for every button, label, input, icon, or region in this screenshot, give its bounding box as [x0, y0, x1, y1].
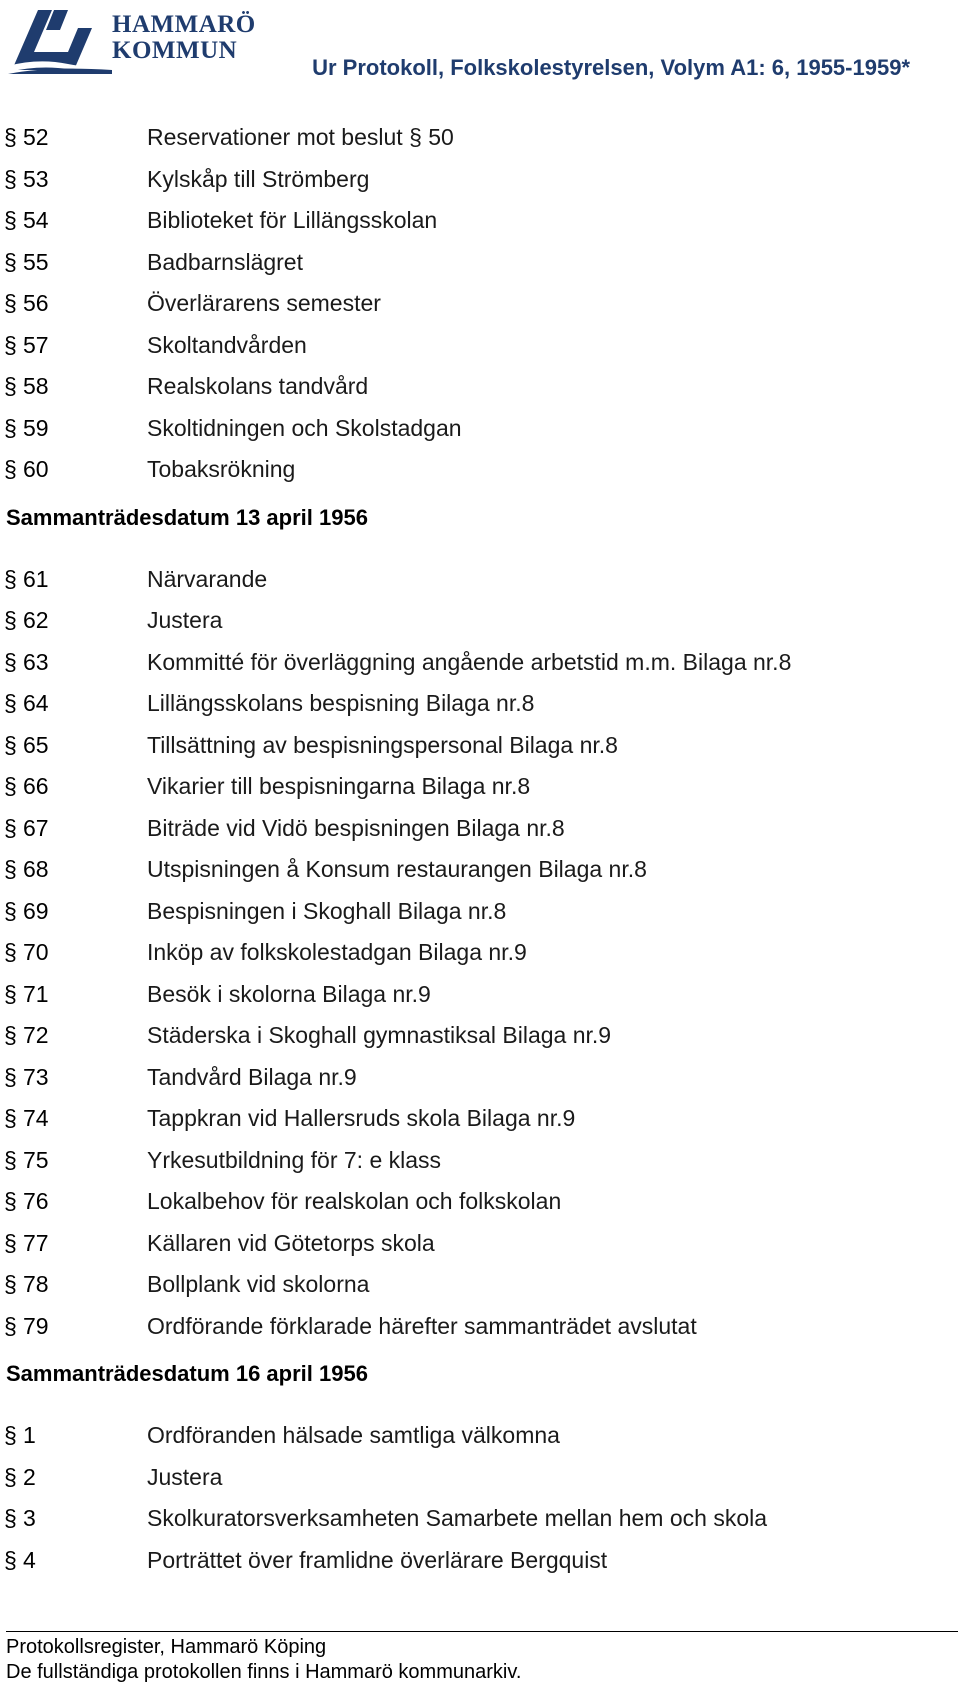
section-symbol: §	[4, 1146, 17, 1173]
paragraph-title: Biträde vid Vidö bespisningen Bilaga nr.8	[147, 814, 565, 841]
section-symbol: §	[4, 248, 17, 275]
section-symbol: §	[4, 1422, 17, 1448]
paragraph-title: Justera	[147, 1463, 223, 1490]
paragraph-row	[0, 325, 960, 365]
paragraph-title: Bollplank vid skolorna	[147, 1271, 370, 1297]
section-symbol: §	[4, 414, 17, 441]
paragraph-row	[0, 200, 960, 240]
hammaro-logo	[8, 4, 256, 76]
paragraph-number: 67	[23, 814, 49, 841]
paragraph-row	[0, 891, 960, 931]
section-symbol: §	[4, 456, 17, 482]
paragraph-number: 70	[23, 939, 49, 965]
logo-line-1: HAMMARÖ	[112, 11, 256, 38]
paragraph-number: 2	[23, 1463, 36, 1490]
paragraph-title: Skoltidningen och Skolstadgan	[147, 414, 462, 441]
logo-line-2: KOMMUN	[112, 37, 238, 64]
paragraph-title: Bespisningen i Skoghall Bilaga nr.8	[147, 897, 507, 924]
paragraph-title: Lillängsskolans bespisning Bilaga nr.8	[147, 690, 535, 716]
paragraph-row	[0, 1057, 960, 1097]
paragraph-number: 66	[23, 773, 49, 799]
section-symbol: §	[4, 1063, 17, 1090]
paragraph-title: Ordförande förklarade härefter sammanträdet avslutat	[147, 1312, 697, 1339]
section-symbol: §	[4, 124, 17, 150]
paragraph-title: Tobaksrökning	[147, 456, 296, 482]
section-symbol: §	[4, 731, 17, 758]
section-symbol: §	[4, 207, 17, 233]
paragraph-number: 61	[23, 565, 49, 592]
section-symbol: §	[4, 1188, 17, 1214]
paragraph-number: 79	[23, 1312, 49, 1339]
paragraph-title: Inköp av folkskolestadgan Bilaga nr.9	[147, 939, 527, 965]
paragraph-number: 71	[23, 980, 49, 1007]
paragraph-number: 58	[23, 373, 49, 399]
paragraph-number: 59	[23, 414, 49, 441]
paragraph-row	[0, 283, 960, 323]
paragraph-number: 78	[23, 1271, 49, 1297]
paragraph-number: 76	[23, 1188, 49, 1214]
paragraph-row	[0, 408, 960, 448]
section-symbol: §	[4, 690, 17, 716]
paragraph-row	[0, 1540, 960, 1580]
section-symbol: §	[4, 856, 17, 882]
paragraph-title: Justera	[147, 607, 223, 633]
section-symbol: §	[4, 565, 17, 592]
paragraph-row	[0, 725, 960, 765]
paragraph-title: Vikarier till bespisningarna Bilaga nr.8	[147, 773, 531, 799]
section-symbol: §	[4, 165, 17, 192]
paragraph-title: Kommitté för överläggning angående arbetstid m.m. Bilaga nr.8	[147, 648, 792, 675]
paragraph-row	[0, 117, 960, 157]
paragraph-row	[0, 1223, 960, 1263]
paragraph-row	[0, 1264, 960, 1304]
paragraph-title: Överlärarens semester	[147, 290, 381, 316]
paragraph-title: Ordföranden hälsade samtliga välkomna	[147, 1422, 560, 1448]
paragraph-title: Porträttet över framlidne överlärare Bergquist	[147, 1546, 608, 1573]
paragraph-row	[0, 642, 960, 682]
paragraph-number: 62	[23, 607, 49, 633]
paragraph-title: Biblioteket för Lillängsskolan	[147, 207, 438, 233]
paragraph-row	[0, 449, 960, 489]
paragraph-number: 69	[23, 897, 49, 924]
section-symbol: §	[4, 939, 17, 965]
paragraph-number: 53	[23, 165, 49, 192]
paragraph-row	[0, 1306, 960, 1346]
logo-wordmark	[112, 12, 256, 63]
paragraph-row	[0, 1415, 960, 1455]
paragraph-title: Tappkran vid Hallersruds skola Bilaga nr.9	[147, 1105, 576, 1131]
paragraph-row	[0, 849, 960, 889]
paragraph-title: Tillsättning av bespisningspersonal Bilaga nr.8	[147, 731, 618, 758]
section-symbol: §	[4, 773, 17, 799]
paragraph-number: 75	[23, 1146, 49, 1173]
paragraph-row	[0, 600, 960, 640]
paragraph-number: 54	[23, 207, 49, 233]
paragraph-row	[0, 159, 960, 199]
section-symbol: §	[4, 1505, 17, 1531]
paragraph-row	[0, 366, 960, 406]
paragraph-number: 63	[23, 648, 49, 675]
paragraph-number: 77	[23, 1229, 49, 1256]
page-header	[0, 0, 960, 90]
paragraph-row	[0, 1140, 960, 1180]
paragraph-number: 1	[23, 1422, 36, 1448]
paragraph-row	[0, 683, 960, 723]
paragraph-number: 74	[23, 1105, 49, 1131]
section-symbol: §	[4, 1105, 17, 1131]
paragraph-title: Reservationer mot beslut § 50	[147, 124, 454, 150]
paragraph-number: 73	[23, 1063, 49, 1090]
paragraph-row	[0, 808, 960, 848]
section-symbol: §	[4, 607, 17, 633]
paragraph-number: 3	[23, 1505, 36, 1531]
footer-divider	[6, 1631, 958, 1632]
paragraph-row	[0, 1498, 960, 1538]
paragraph-title: Närvarande	[147, 565, 268, 592]
document-title: Ur Protokoll, Folkskolestyrelsen, Volym A1: 6, 1955-1959*	[312, 55, 910, 80]
section-symbol: §	[4, 1312, 17, 1339]
section-symbol: §	[4, 1271, 17, 1297]
paragraph-row	[0, 242, 960, 282]
paragraph-title: Badbarnslägret	[147, 248, 303, 275]
section-symbol: §	[4, 331, 17, 358]
paragraph-title: Utspisningen å Konsum restaurangen Bilaga nr.8	[147, 856, 647, 882]
section-symbol: §	[4, 980, 17, 1007]
paragraph-row	[0, 1015, 960, 1055]
paragraph-row	[0, 1098, 960, 1138]
meeting-date-heading: Sammanträdesdatum 16 april 1956	[6, 1361, 368, 1386]
paragraph-number: 64	[23, 690, 49, 716]
paragraph-number: 57	[23, 331, 49, 358]
paragraph-row	[0, 1457, 960, 1497]
paragraph-row	[0, 559, 960, 599]
paragraph-row	[0, 1181, 960, 1221]
section-symbol: §	[4, 373, 17, 399]
paragraph-row	[0, 974, 960, 1014]
footer-line-2: De fullständiga protokollen finns i Hammarö kommunarkiv.	[6, 1661, 522, 1683]
paragraph-number: 68	[23, 856, 49, 882]
paragraph-number: 65	[23, 731, 49, 758]
paragraph-title: Kylskåp till Strömberg	[147, 165, 370, 192]
footer-line-1: Protokollsregister, Hammarö Köping	[6, 1636, 327, 1658]
paragraph-title: Tandvård Bilaga nr.9	[147, 1063, 357, 1090]
section-symbol: §	[4, 648, 17, 675]
meeting-date-heading: Sammanträdesdatum 13 april 1956	[6, 504, 368, 530]
section-symbol: §	[4, 1229, 17, 1256]
paragraph-row	[0, 932, 960, 972]
paragraph-number: 52	[23, 124, 49, 150]
paragraph-number: 72	[23, 1022, 49, 1048]
paragraph-title: Skolkuratorsverksamheten Samarbete mellan hem och skola	[147, 1505, 768, 1531]
paragraph-number: 60	[23, 456, 49, 482]
paragraph-title: Skoltandvården	[147, 331, 307, 358]
section-symbol: §	[4, 290, 17, 316]
paragraph-title: Lokalbehov för realskolan och folkskolan	[147, 1188, 562, 1214]
paragraph-number: 4	[23, 1546, 36, 1573]
paragraph-title: Realskolans tandvård	[147, 373, 369, 399]
paragraph-title: Källaren vid Götetorps skola	[147, 1229, 435, 1256]
section-symbol: §	[4, 1546, 17, 1573]
paragraph-title: Besök i skolorna Bilaga nr.9	[147, 980, 431, 1007]
paragraph-number: 56	[23, 290, 49, 316]
section-symbol: §	[4, 814, 17, 841]
paragraph-row	[0, 766, 960, 806]
section-symbol: §	[4, 897, 17, 924]
section-symbol: §	[4, 1022, 17, 1048]
hammaro-logo-icon	[8, 4, 112, 76]
paragraph-number: 55	[23, 248, 49, 275]
paragraph-title: Städerska i Skoghall gymnastiksal Bilaga nr.9	[147, 1022, 612, 1048]
paragraph-title: Yrkesutbildning för 7: e klass	[147, 1146, 442, 1173]
section-symbol: §	[4, 1463, 17, 1490]
